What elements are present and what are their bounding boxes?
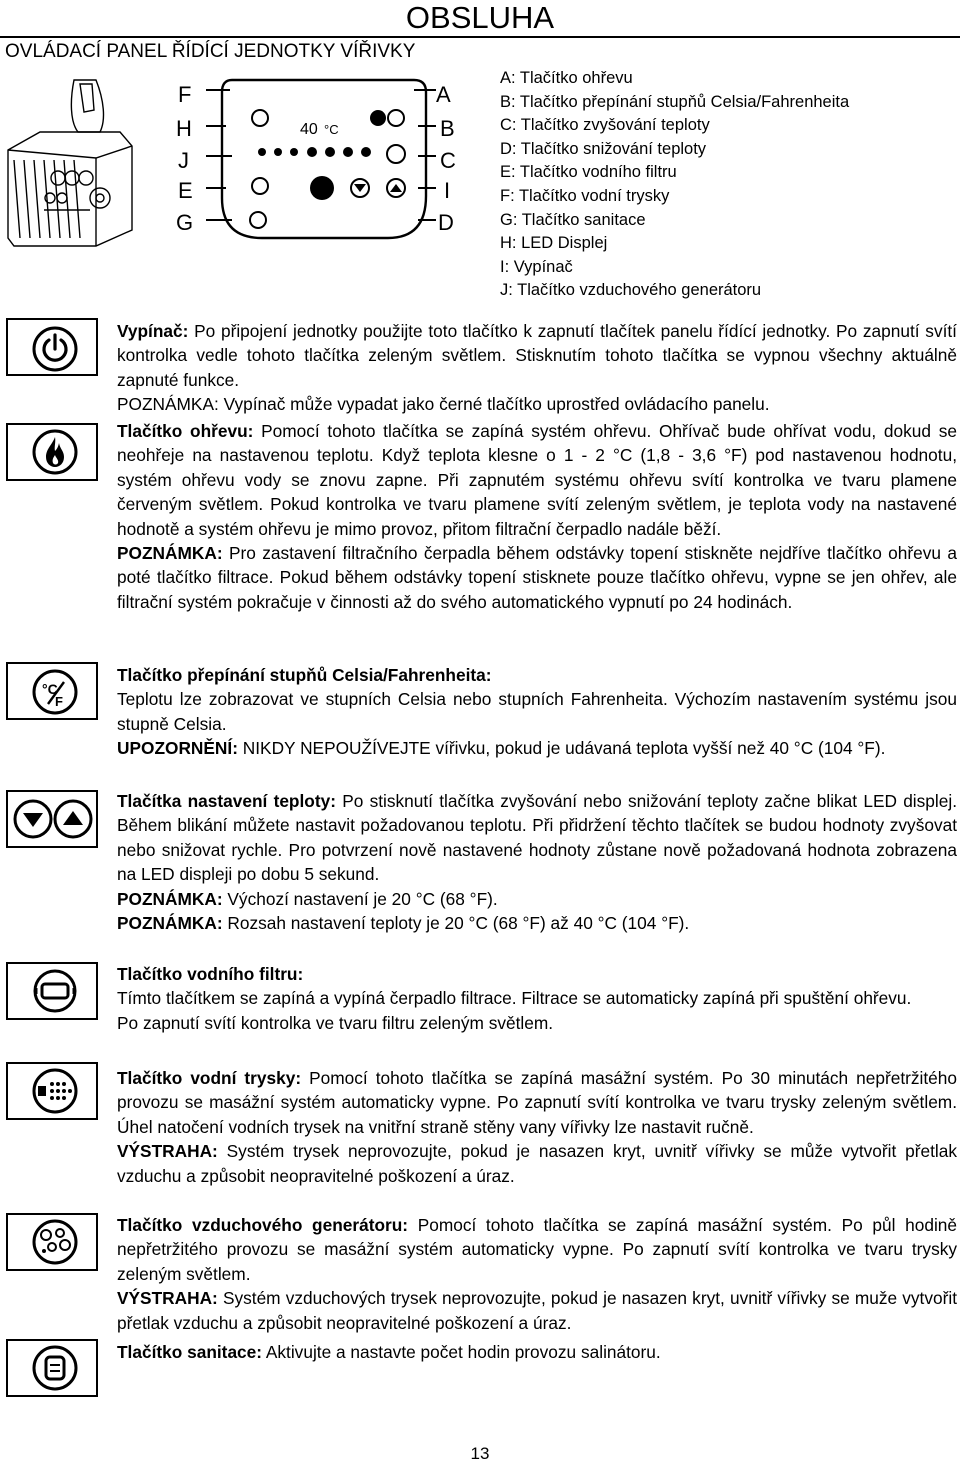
sanitation-icon-box: [6, 1339, 98, 1397]
legend-item: D: Tlačítko snižování teploty: [500, 139, 707, 158]
temperature-note2-label: POZNÁMKA:: [117, 913, 223, 934]
svg-text:F: F: [55, 694, 63, 709]
legend-item: B: Tlačítko přepínání stupňů Celsia/Fahrenheita: [500, 92, 850, 111]
air-generator-heading: Tlačítko vzduchového generátoru:: [117, 1215, 409, 1235]
celsius-fahrenheit-icon: [8, 664, 96, 718]
title-rule: [0, 36, 960, 38]
cf-warning-text: NIKDY NEPOUŽÍVEJTE vířivku, pokud je udávaná teplota vyšší než 40 °C (104 °F).: [237, 738, 886, 759]
temperature-arrows-icon-box: [6, 790, 98, 848]
filter-heading: Tlačítko vodního filtru:: [117, 964, 304, 984]
heating-text: Pomocí tohoto tlačítka se zapíná systém ohřevu. Ohřívač bude ohřívat vodu, dokud se neohřeje na nastavenou teplotu. Když teplota klesne o 1 - 2 °C (1,8 - 3,6 °F) pod nastavenou hodnotu, systém ohřevu vody se znovu zapne. Při zapnutém systému ohřevu svítí kontrolka ve tvaru plamene červeným světlem. Pokud kontrolka ve tvaru plamene svítí zeleným světlem, je teplota vody na nastavené hodnotě a systém ohřevu je mimo provoz, přitom filtrační čerpadlo nadále běží.: [117, 421, 957, 539]
label-i: I: [444, 178, 451, 203]
section-subtitle: OVLÁDACÍ PANEL ŘÍDÍCÍ JEDNOTKY VÍŘIVKY: [5, 41, 416, 62]
sanitation-heading: Tlačítko sanitace:: [117, 1342, 263, 1362]
power-text: Po připojení jednotky použijte toto tlačítko k zapnutí tlačítek panelu řídící jednotky. Po zapnutí svítí kontrolka vedle tohoto tlačítka zeleným světlem. Stisknutím tohoto tlačítka se vypnou všechny aktuálně zapnuté funkce.: [117, 321, 957, 390]
water-jet-warning-label: VÝSTRAHA:: [117, 1141, 218, 1162]
section-power: [117, 319, 957, 417]
section-air-generator: [117, 1213, 957, 1335]
air-generator-text: Pomocí tohoto tlačítka se zapíná masážní systém. Po půl hodině nepřetržitého provozu se masážní systém automaticky vypne. Po zapnutí svítí kontrolka ve tvaru trysky zeleným světlem.: [117, 1215, 958, 1284]
section-sanitation: [117, 1340, 957, 1364]
air-generator-icon-box: [6, 1213, 98, 1271]
power-heading: Vypínač:: [117, 321, 189, 341]
section-cf: [117, 663, 957, 761]
label-b: B: [440, 116, 455, 141]
section-filter: [117, 962, 957, 1035]
heating-heading: Tlačítko ohřevu:: [117, 421, 254, 441]
water-jet-warning-text: Systém trysek neprovozujte, pokud je nasazen kryt, uvnitř vířivky se může vytvořit přetlak vzduchu a způsobit neopravitelné poškození a úraz.: [117, 1141, 957, 1186]
legend-item: G: Tlačítko sanitace: [500, 210, 646, 229]
legend-item: J: Tlačítko vzduchového generátoru: [500, 281, 762, 300]
water-jet-icon-box: [6, 1062, 98, 1120]
label-c: C: [440, 148, 456, 173]
temperature-arrows-icon: [8, 792, 96, 846]
water-jet-heading: Tlačítko vodní trysky:: [117, 1068, 302, 1088]
water-jet-text: Pomocí tohoto tlačítka se zapíná masážní systém. Po 30 minutách nepřetržitého provozu se masážní systém automaticky vypne. Po zapnutí svítí kontrolka ve tvaru trysky zeleným světlem. Úhel natočení vodních trysek na vnitřní straně stěny vany vířivky lze nastavit ručně.: [117, 1068, 957, 1137]
air-generator-warning-label: VÝSTRAHA:: [117, 1288, 218, 1309]
sanitation-text: Aktivujte a nastavte počet hodin provozu salinátoru.: [262, 1342, 661, 1362]
label-e: E: [178, 178, 193, 203]
flame-icon: [8, 425, 96, 479]
sanitation-icon: [8, 1341, 96, 1395]
panel-display-unit: °C: [324, 122, 339, 137]
power-note: POZNÁMKA: Vypínač může vypadat jako černé tlačítko uprostřed ovládacího panelu.: [117, 394, 770, 415]
heating-note-label: POZNÁMKA:: [117, 543, 223, 564]
celsius-fahrenheit-icon-box: [6, 662, 98, 720]
temperature-note1-label: POZNÁMKA:: [117, 888, 223, 909]
page-title: OBSLUHA: [405, 0, 555, 35]
power-icon-box: [6, 318, 98, 376]
label-f: F: [178, 82, 192, 107]
label-j: J: [178, 148, 189, 173]
legend-item: A: Tlačítko ohřevu: [500, 69, 633, 87]
section-temperature: [117, 789, 957, 935]
cf-warning-label: UPOZORNĚNÍ:: [117, 738, 238, 759]
air-generator-warning-text: Systém vzduchových trysek neprovozujte, pokud je nasazen kryt, uvnitř vířivky se muže vytvořit přetlak vzduchu a způsobit neopravitelné poškození a úraz.: [117, 1288, 957, 1333]
temperature-note2-text: Rozsah nastavení teploty je 20 °C (68 °F) až 40 °C (104 °F).: [222, 913, 690, 934]
legend-item: H: LED Displej: [500, 234, 608, 253]
page-number: 13: [470, 1444, 490, 1463]
filter-icon-box: [6, 962, 98, 1020]
label-d: D: [438, 210, 454, 235]
cf-heading: Tlačítko přepínání stupňů Celsia/Fahrenheita:: [117, 665, 492, 685]
temperature-text: Po stisknutí tlačítka zvyšování nebo snižování teploty začne blikat LED displej. Během blikání můžete nastavit požadovanou teplotu. Při přidržení těchto tlačítek se budou hodnoty zvyšovat nebo snižovat rychle. Pro potvrzení nově nastavené hodnoty zůstane nově požadovaná hodnota zobrazena na LED displeji po dobu 5 sekund.: [117, 791, 957, 885]
filter-text-2: Po zapnutí svítí kontrolka ve tvaru filtru zeleným světlem.: [117, 1012, 554, 1033]
label-a: A: [436, 82, 451, 107]
label-g: G: [176, 210, 194, 235]
heating-note-text: Pro zastavení filtračního čerpadla během odstávky topení stiskněte nejdříve tlačítko ohřevu a poté tlačítko filtrace. Pokud během odstávky topení stisknete pouze tlačítko ohřevu, vypne se jen ohřev, ale filtrační systém pokračuje v činnosti až do svého automatického vypnutí po 24 hodinách.: [117, 543, 957, 612]
filter-text: Tímto tlačítkem se zapíná a vypíná čerpadlo filtrace. Filtrace se automaticky zapíná při spuštění ohřevu.: [117, 988, 912, 1009]
section-water-jet: [117, 1066, 957, 1188]
cf-text: Teplotu lze zobrazovat ve stupních Celsia nebo stupních Fahrenheita. Výchozím nastavením systému jsou stupně Celsia.: [117, 689, 957, 734]
control-panel-illustration: [0, 70, 470, 250]
svg-text:°C: °C: [42, 681, 58, 697]
power-icon: [8, 320, 96, 374]
legend-item: I: Vypínač: [500, 257, 573, 276]
legend-list: [500, 67, 849, 303]
filter-icon: [8, 964, 96, 1018]
label-h: H: [176, 116, 192, 141]
temperature-note1-text: Výchozí nastavení je 20 °C (68 °F).: [222, 888, 498, 909]
flame-icon-box: [6, 423, 98, 481]
section-heating: [117, 419, 957, 614]
water-jet-icon: [8, 1064, 96, 1118]
legend-item: C: Tlačítko zvyšování teploty: [500, 116, 710, 135]
legend-item: E: Tlačítko vodního filtru: [500, 163, 677, 182]
panel-display-value: 40: [300, 121, 318, 138]
temperature-heading: Tlačítka nastavení teploty:: [117, 791, 336, 811]
air-generator-icon: [8, 1215, 96, 1269]
legend-item: F: Tlačítko vodní trysky: [500, 186, 670, 205]
